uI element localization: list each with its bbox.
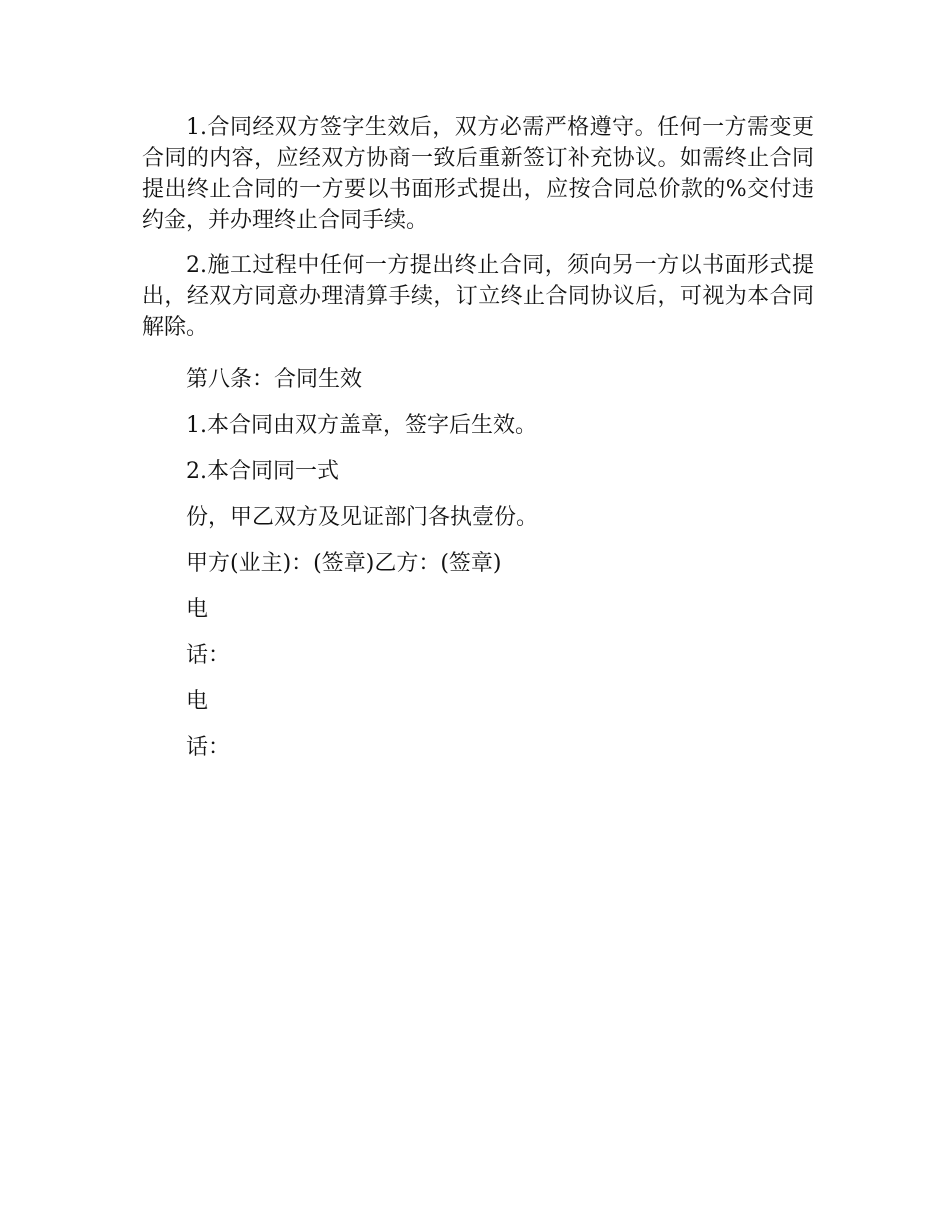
phone-label-a-part1: 电 <box>186 597 209 622</box>
effect-clause-2: 2.本合同同一式 <box>186 459 339 484</box>
phone-label-b-part2: 话： <box>186 735 231 760</box>
document-body <box>142 112 814 771</box>
effect-clause-1: 1.本合同由双方盖章，签字后生效。 <box>186 413 537 438</box>
phone-label-b-part1: 电 <box>186 689 209 714</box>
phone-label-a-part2: 话： <box>186 643 231 668</box>
article-heading: 第八条：合同生效 <box>186 367 363 392</box>
effect-clause-2-continued: 份，甲乙双方及见证部门各执壹份。 <box>186 505 539 530</box>
clause-paragraph-1: 1.合同经双方签字生效后，双方必需严格遵守。任何一方需变更合同的内容，应经双方协商一致后重新签订补充协议。如需终止合同提出终止合同的一方要以书面形式提出，应按合同总价款的%交付违约金，并办理终止合同手续。 <box>142 115 814 233</box>
clause-paragraph-2: 2.施工过程中任何一方提出终止合同，须向另一方以书面形式提出，经双方同意办理清算手续，订立终止合同协议后，可视为本合同解除。 <box>142 253 814 340</box>
signature-line: 甲方(业主)：(签章)乙方：(签章) <box>186 551 502 576</box>
